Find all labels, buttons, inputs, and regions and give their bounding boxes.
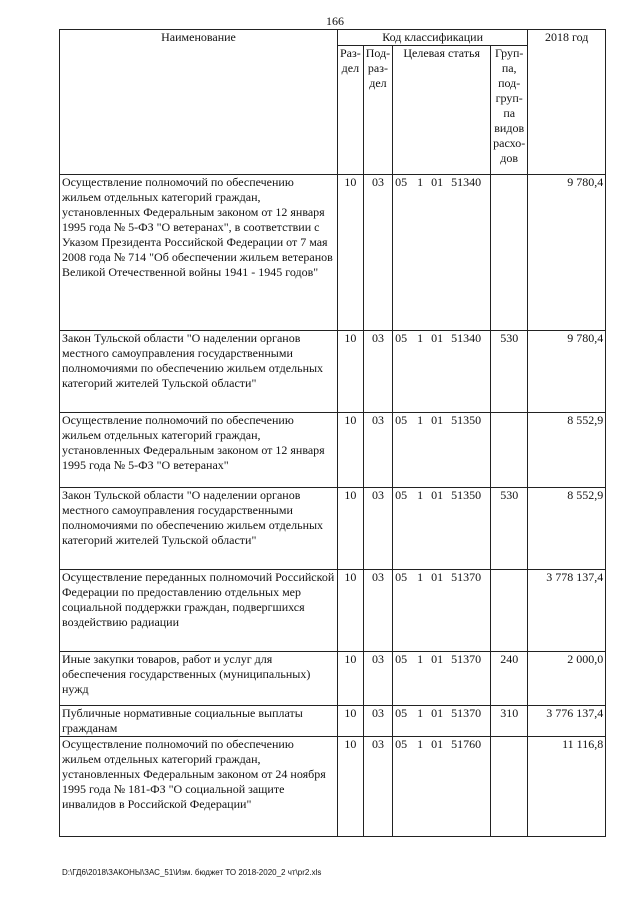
header-razdel: Раз- дел — [338, 46, 364, 175]
target-subprogram: 1 — [417, 706, 424, 720]
row-amount-2018: 11 116,8 — [528, 737, 606, 837]
row-razdel: 10 — [338, 737, 364, 837]
row-name: Осуществление полномочий по обеспечению жильем отдельных категорий граждан, установленных Федеральным законом от 12 января 1995 года № 5-ФЗ "О ветеранах", в соответствии с Указом Президента Российской Федерации от 7 мая 2008 года № 714 "Об обеспечении жильем ветеранов Великой Отечественной войны 1941 - 1945 годов" — [60, 175, 338, 331]
row-podrazdel: 03 — [363, 175, 392, 331]
target-program: 05 — [395, 331, 408, 345]
row-razdel: 10 — [338, 570, 364, 652]
target-subprogram: 1 — [417, 488, 424, 502]
row-expense-group — [491, 737, 528, 837]
table-row — [60, 413, 606, 488]
row-razdel: 10 — [338, 331, 364, 413]
row-amount-2018: 3 776 137,4 — [528, 706, 606, 737]
target-main-activity: 01 — [431, 706, 444, 720]
row-expense-group: 310 — [491, 706, 528, 737]
row-expense-group: 240 — [491, 652, 528, 706]
row-razdel: 10 — [338, 413, 364, 488]
row-expense-group — [491, 570, 528, 652]
target-program: 05 — [395, 175, 408, 189]
row-target-article — [393, 706, 491, 737]
target-program: 05 — [395, 652, 408, 666]
target-subprogram: 1 — [417, 175, 424, 189]
row-expense-group — [491, 413, 528, 488]
row-amount-2018: 3 778 137,4 — [528, 570, 606, 652]
target-main-activity: 01 — [431, 175, 444, 189]
page-number: 166 — [326, 14, 344, 28]
table-row — [60, 652, 606, 706]
target-direction: 51370 — [451, 570, 482, 584]
target-subprogram: 1 — [417, 570, 424, 584]
table-header — [60, 30, 606, 175]
target-subprogram: 1 — [417, 331, 424, 345]
target-main-activity: 01 — [431, 737, 444, 751]
header-year: 2018 год — [528, 30, 606, 175]
table-row — [60, 737, 606, 837]
row-name: Осуществление переданных полномочий Российской Федерации по предоставлению отдельных мер социальной поддержки граждан, подвергшихся воздействию радиации — [60, 570, 338, 652]
table-row — [60, 488, 606, 570]
target-program: 05 — [395, 570, 408, 584]
row-amount-2018: 2 000,0 — [528, 652, 606, 706]
row-expense-group: 530 — [491, 488, 528, 570]
row-amount-2018: 8 552,9 — [528, 488, 606, 570]
row-target-article — [393, 652, 491, 706]
row-podrazdel: 03 — [363, 413, 392, 488]
target-subprogram: 1 — [417, 737, 424, 751]
row-name: Иные закупки товаров, работ и услуг для обеспечения государственных (муниципальных) нужд — [60, 652, 338, 706]
header-podrazdel: Под- раз- дел — [363, 46, 392, 175]
table-row — [60, 706, 606, 737]
header-classification: Код классификации — [338, 30, 528, 46]
row-name: Осуществление полномочий по обеспечению жильем отдельных категорий граждан, установленных Федеральным законом от 12 января 1995 года № 5-ФЗ "О ветеранах" — [60, 413, 338, 488]
row-podrazdel: 03 — [363, 737, 392, 837]
table-row — [60, 331, 606, 413]
row-target-article — [393, 175, 491, 331]
footer-file-path: D:\ГД6\2018\ЗАКОНЫ\ЗАС_51\Изм. бюджет ТО 2018-2020_2 чт\pr2.xls — [62, 868, 322, 877]
target-main-activity: 01 — [431, 488, 444, 502]
target-subprogram: 1 — [417, 652, 424, 666]
target-main-activity: 01 — [431, 331, 444, 345]
target-direction: 51370 — [451, 706, 482, 720]
row-amount-2018: 9 780,4 — [528, 331, 606, 413]
header-name: Наименование — [60, 30, 338, 175]
target-direction: 51760 — [451, 737, 482, 751]
row-expense-group: 530 — [491, 331, 528, 413]
row-target-article — [393, 331, 491, 413]
row-podrazdel: 03 — [363, 488, 392, 570]
row-razdel: 10 — [338, 488, 364, 570]
target-program: 05 — [395, 737, 408, 751]
target-program: 05 — [395, 706, 408, 720]
target-main-activity: 01 — [431, 413, 444, 427]
table-body — [60, 175, 606, 837]
target-direction: 51350 — [451, 488, 482, 502]
row-podrazdel: 03 — [363, 706, 392, 737]
target-main-activity: 01 — [431, 570, 444, 584]
row-target-article — [393, 570, 491, 652]
table-row — [60, 175, 606, 331]
target-direction: 51340 — [451, 175, 482, 189]
row-name: Закон Тульской области "О наделении органов местного самоуправления государственными полномочиями по обеспечению жильем отдельных категорий жителей Тульской области" — [60, 488, 338, 570]
row-name: Осуществление полномочий по обеспечению жильем отдельных категорий граждан, установленных Федеральным законом от 24 ноября 1995 года № 181-ФЗ "О социальной защите инвалидов в Российской Федерации" — [60, 737, 338, 837]
row-amount-2018: 8 552,9 — [528, 413, 606, 488]
header-group: Груп- па, под- груп- па видов расхо- дов — [491, 46, 528, 175]
row-razdel: 10 — [338, 652, 364, 706]
row-target-article — [393, 413, 491, 488]
row-name: Публичные нормативные социальные выплаты гражданам — [60, 706, 338, 737]
target-main-activity: 01 — [431, 652, 444, 666]
row-expense-group — [491, 175, 528, 331]
target-program: 05 — [395, 488, 408, 502]
target-direction: 51340 — [451, 331, 482, 345]
row-razdel: 10 — [338, 706, 364, 737]
table-row — [60, 570, 606, 652]
target-direction: 51370 — [451, 652, 482, 666]
target-program: 05 — [395, 413, 408, 427]
header-target: Целевая статья — [393, 46, 491, 175]
target-direction: 51350 — [451, 413, 482, 427]
row-podrazdel: 03 — [363, 570, 392, 652]
row-amount-2018: 9 780,4 — [528, 175, 606, 331]
row-target-article — [393, 488, 491, 570]
row-podrazdel: 03 — [363, 331, 392, 413]
row-name: Закон Тульской области "О наделении органов местного самоуправления государственными полномочиями по обеспечению жильем отдельных категорий жителей Тульской области" — [60, 331, 338, 413]
row-razdel: 10 — [338, 175, 364, 331]
row-podrazdel: 03 — [363, 652, 392, 706]
target-subprogram: 1 — [417, 413, 424, 427]
budget-table — [59, 29, 606, 837]
row-target-article — [393, 737, 491, 837]
